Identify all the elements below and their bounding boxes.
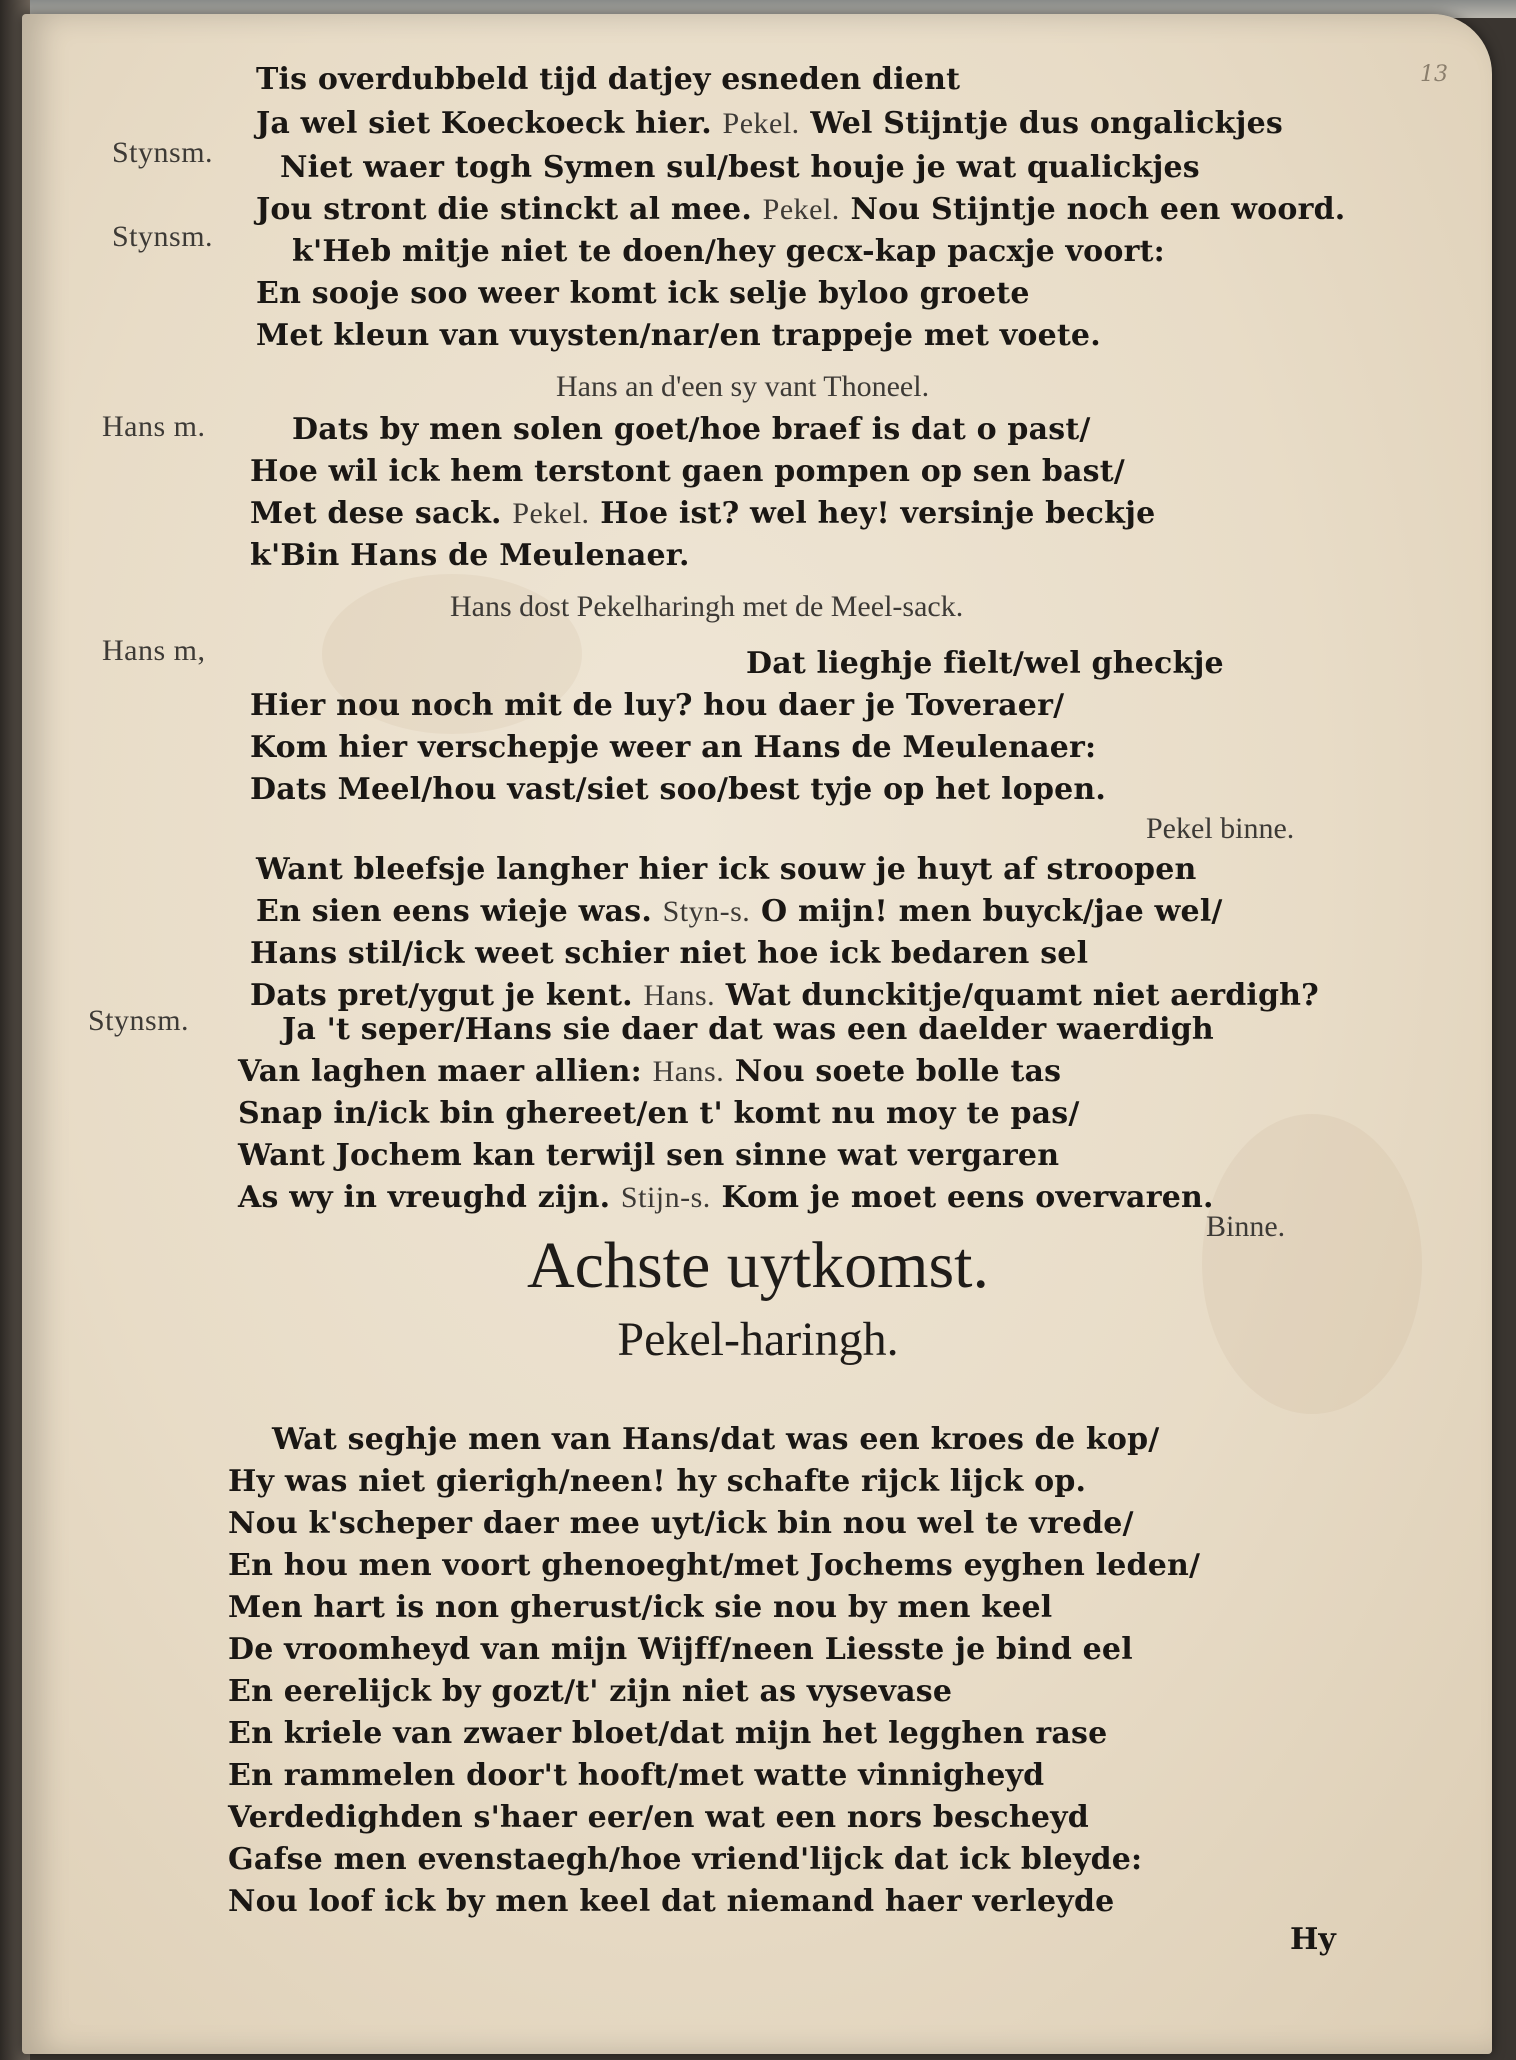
speaker-label: Stynsm. [112, 220, 214, 253]
verse-line: k'Bin Hans de Meulenaer. [250, 538, 690, 573]
speaker-cue: Pekel. [512, 497, 590, 530]
folio-number: 13 [1420, 62, 1448, 87]
verse-line: Ja wel siet Koeckoeck hier. Pekel. Wel Stijntje dus ongalickjes [256, 106, 1283, 141]
verse-line: Nou k'scheper daer mee uyt/ick bin nou wel te vrede/ [228, 1506, 1134, 1541]
verse-line: Dats pret/ygut je kent. Hans. Wat dunckitje/quamt niet aerdigh? [250, 978, 1319, 1013]
verse-line: En kriele van zwaer bloet/dat mijn het legghen rase [228, 1716, 1108, 1751]
verse-line: Ja 't seper/Hans sie daer dat was een daelder waerdigh [282, 1012, 1214, 1047]
speaker-cue: Stijn-s. [620, 1181, 711, 1214]
verse-line: En hou men voort ghenoeght/met Jochems eyghen leden/ [228, 1548, 1201, 1583]
section-heading: Achste uytkomst. [527, 1229, 989, 1302]
speaker-cue: Pekel. [722, 107, 800, 140]
speaker-cue: Hans. [643, 979, 716, 1012]
speaker-cue: Hans. [652, 1055, 725, 1088]
stage-direction: Pekel binne. [1146, 812, 1295, 845]
verse-line: Verdedighden s'haer eer/en wat een nors bescheyd [228, 1800, 1089, 1835]
stage-direction: Hans dost Pekelharingh met de Meel-sack. [450, 590, 964, 623]
verse-line: Hans stil/ick weet schier niet hoe ick bedaren sel [250, 936, 1089, 971]
verse-line: Want bleefsje langher hier ick souw je huyt af stroopen [256, 852, 1197, 887]
speaker-label: Hans m. [102, 410, 206, 443]
verse-line: As wy in vreughd zijn. Stijn-s. Kom je moet eens overvaren. [238, 1180, 1214, 1215]
verse-line: k'Heb mitje niet te doen/hey gecx-kap pacxje voort: [292, 234, 1165, 269]
speaker-cue: Pekel. [762, 193, 840, 226]
verse-line: Men hart is non gherust/ick sie nou by men keel [228, 1590, 1053, 1625]
verse-line: En sooje soo weer komt ick selje byloo groete [256, 276, 1030, 311]
speaker-label: Stynsm. [88, 1004, 190, 1037]
stage-direction: Hans an d'een sy vant Thoneel. [556, 370, 930, 403]
catchword: Hy [1290, 1922, 1336, 1957]
verse-line: Wat seghje men van Hans/dat was een kroes de kop/ [272, 1422, 1160, 1457]
stage-direction: Binne. [1206, 1210, 1286, 1243]
verse-line: De vroomheyd van mijn Wijff/neen Liesste je bind eel [228, 1632, 1133, 1667]
speaker-cue: Styn-s. [662, 895, 751, 928]
verse-line: Hier nou noch mit de luy? hou daer je Toveraer/ [250, 688, 1065, 723]
verse-line: Hy was niet gierigh/neen! hy schafte rijck lijck op. [228, 1464, 1087, 1499]
verse-line: Jou stront die stinckt al mee. Pekel. Nou Stijntje noch een woord. [256, 192, 1346, 227]
verse-line: Kom hier verschepje weer an Hans de Meulenaer: [250, 730, 1097, 765]
verse-line: Hoe wil ick hem terstont gaen pompen op sen bast/ [250, 454, 1125, 489]
verse-line: Met kleun van vuysten/nar/en trappeje met voete. [256, 318, 1101, 353]
verse-line: En sien eens wieje was. Styn-s. O mijn! men buyck/jae wel/ [256, 894, 1223, 929]
verse-line: Van laghen maer allien: Hans. Nou soete bolle tas [238, 1054, 1062, 1089]
speaker-label: Stynsm. [112, 136, 214, 169]
verse-line: Met dese sack. Pekel. Hoe ist? wel hey! versinje beckje [250, 496, 1156, 531]
verse-line: Nou loof ick by men keel dat niemand haer verleyde [228, 1884, 1115, 1919]
section-subheading: Pekel-haringh. [617, 1313, 899, 1366]
verse-line: Gafse men evenstaegh/hoe vriend'lijck dat ick bleyde: [228, 1842, 1143, 1877]
verse-line: En eerelijck by gozt/t' zijn niet as vysevase [228, 1674, 953, 1709]
speaker-label: Hans m, [102, 634, 206, 667]
verse-line: Dat lieghje fielt/wel gheckje [746, 646, 1224, 681]
verse-line: Snap in/ick bin ghereet/en t' komt nu moy te pas/ [238, 1096, 1080, 1131]
verse-line: Want Jochem kan terwijl sen sinne wat vergaren [238, 1138, 1060, 1173]
verse-line: Dats by men solen goet/hoe braef is dat o past/ [292, 412, 1091, 447]
verse-line: Niet waer togh Symen sul/best houje je wat qualickjes [280, 150, 1200, 185]
verse-line: En rammelen door't hooft/met watte vinnigheyd [228, 1758, 1045, 1793]
verse-line: Tis overdubbeld tijd datjey esneden dient [256, 62, 961, 97]
verse-line: Dats Meel/hou vast/siet soo/best tyje op het lopen. [250, 772, 1107, 807]
